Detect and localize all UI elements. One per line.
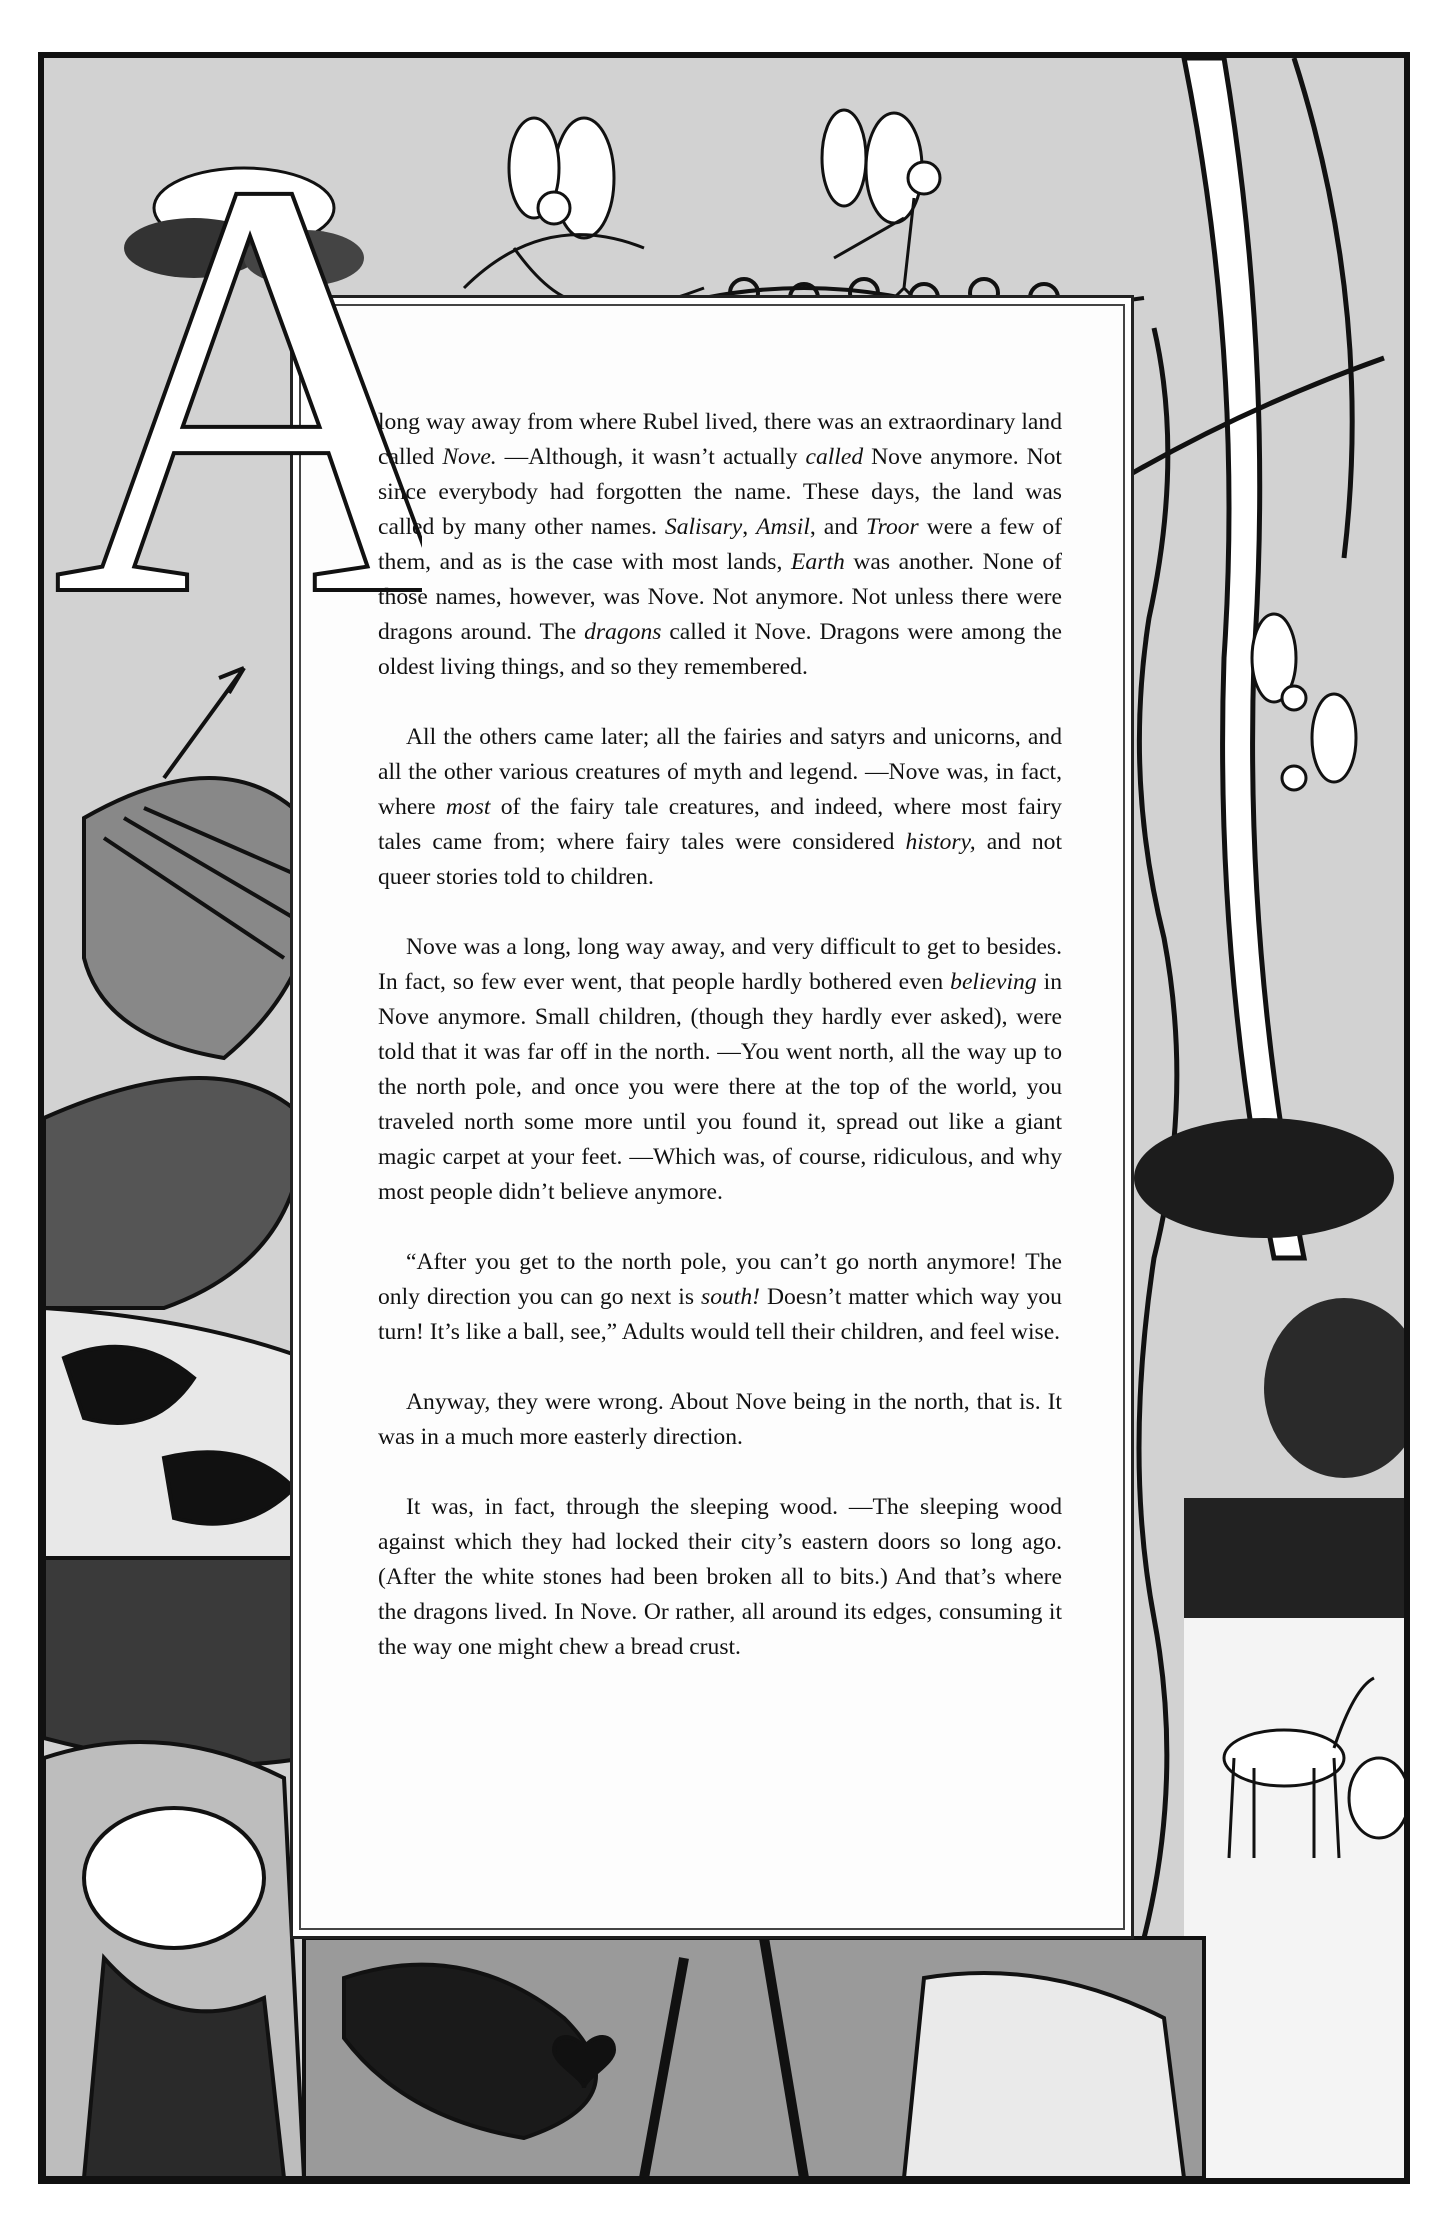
italic-run: Nove. <box>442 444 497 470</box>
text-run: Nove was a long, long way away, and very difficult to get to besides. In fact, so few ever went, that people hardly bothered even <box>378 934 1062 995</box>
italic-run: called <box>805 444 864 470</box>
paragraph <box>378 1490 1062 1665</box>
italic-run: Salisary <box>664 514 743 540</box>
text-run: Anyway, they were wrong. About Nove being in the north, that is. It was in a much more easterly direction. <box>378 1389 1062 1450</box>
italic-run: believing <box>950 969 1037 995</box>
text-run: , and <box>809 514 866 540</box>
text-run: and not queer stories told to children. <box>378 829 1062 890</box>
italic-run: history, <box>905 829 976 855</box>
text-run: were a few of them, and as is the case with most lands, <box>378 514 1062 575</box>
text-run: —Although, it wasn’t actually <box>496 444 806 470</box>
text-run: of the fairy tale creatures, and indeed, where most fairy tales came from; where fairy tales were considered <box>378 794 1062 855</box>
italic-run: Earth <box>791 549 845 575</box>
paragraph <box>378 1245 1062 1350</box>
drop-cap-illustration <box>42 60 422 600</box>
text-run: “After you get to the north pole, you can’t go north anymore! The only direction you can go next is <box>378 1249 1062 1310</box>
text-run: It was, in fact, through the sleeping wood. —The sleeping wood against which they had locked their city’s eastern doors so long ago. (After the white stones had been broken all to bits.) And that’s where the dragons lived. In Nove. Or rather, all around its edges, consuming it the way one might chew a bread crust. <box>378 1494 1062 1660</box>
bottom-foliage <box>304 1938 1204 2178</box>
drop-cap-letter-art <box>42 60 422 600</box>
text-run: Nove anymore. Not since everybody had forgotten the name. These days, the land was called by many other names. <box>378 444 1062 540</box>
italic-run: most <box>445 794 491 820</box>
text-run: in Nove anymore. Small children, (though they hardly ever asked), were told that it was far off in the north. —You went north, all the way up to the north pole, and once you were there at the top of the world, you traveled north some more until you found it, spread out like a giant magic carpet at your feet. —Which was, of course, ridiculous, and why most people didn’t believe anymore. <box>378 969 1062 1205</box>
drop-cap-letter: A <box>52 60 422 600</box>
italic-run: dragons <box>584 619 662 645</box>
paragraph <box>378 720 1062 895</box>
paragraph <box>378 405 1062 685</box>
text-run: , <box>742 514 757 540</box>
italic-run: Troor <box>865 514 919 540</box>
text-run: long way away from where Rubel lived, there was an extraordinary land called <box>378 409 1062 470</box>
paragraph <box>378 930 1062 1210</box>
text-run: All the others came later; all the fairies and satyrs and unicorns, and all the other various creatures of myth and legend. —Nove was, in fact, where <box>378 724 1062 820</box>
italic-run: south! <box>701 1284 760 1310</box>
story-body <box>378 405 1062 1700</box>
paragraph <box>378 1385 1062 1455</box>
text-run: was another. None of those names, however, was Nove. Not anymore. Not unless there were dragons around. The <box>378 549 1062 645</box>
lower-left-creature <box>44 1742 304 2178</box>
italic-run: Amsil <box>756 514 810 540</box>
text-run: Doesn’t matter which way you turn! It’s like a ball, see,” Adults would tell their children, and feel wise. <box>378 1284 1062 1345</box>
text-run: called it Nove. Dragons were among the oldest living things, and so they remembered. <box>378 619 1062 680</box>
